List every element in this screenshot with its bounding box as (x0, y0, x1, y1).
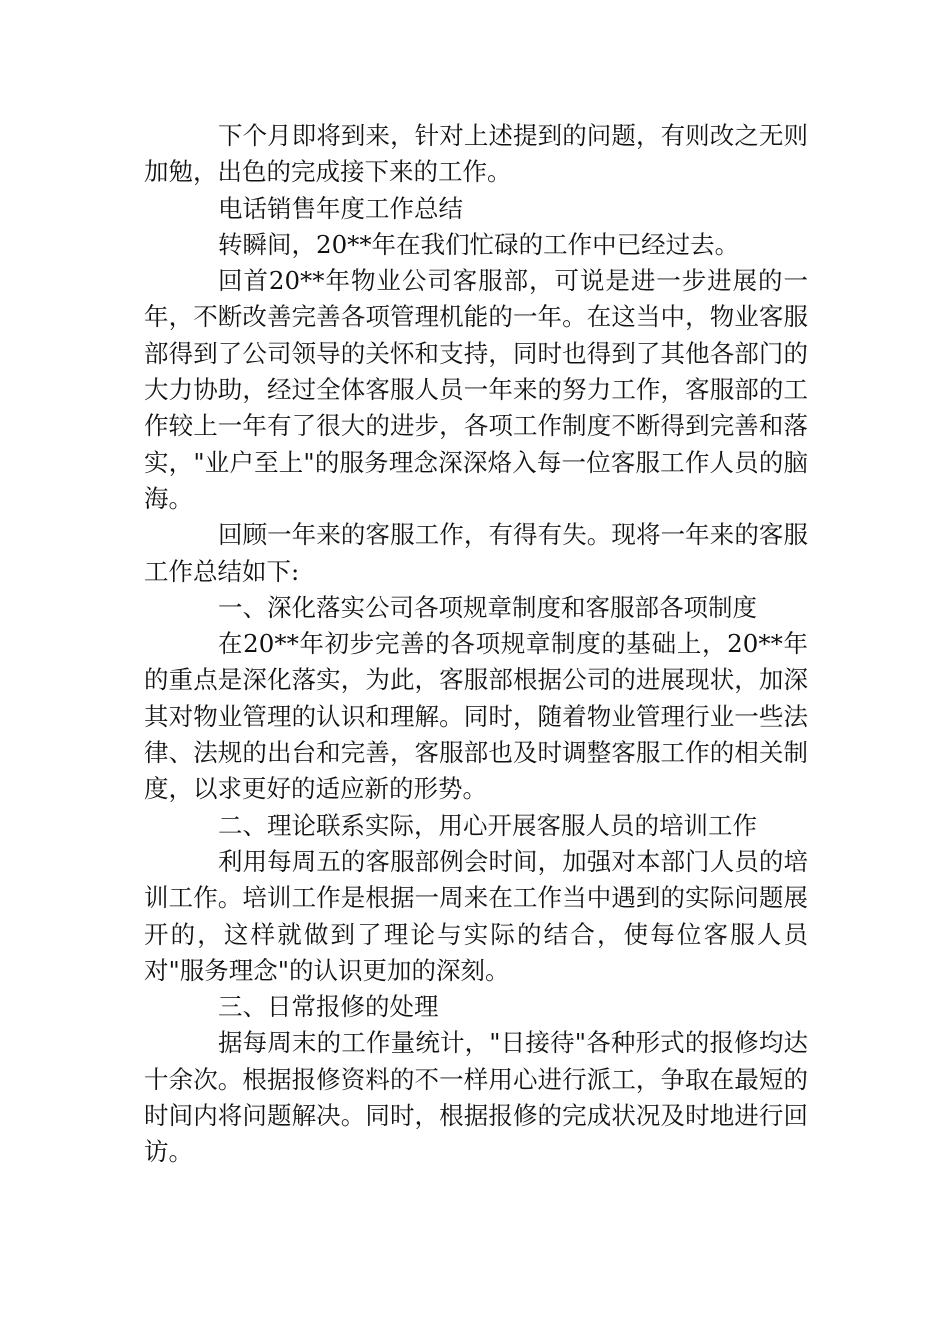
paragraph-item-2: 利用每周五的客服部例会时间，加强对本部门人员的培训工作。培训工作是根据一周来在工作当中遇到的实际问题展开的，这样就做到了理论与实际的结合，使每位客服人员对"服务理念"的认识更加的深刻。 (144, 846, 808, 985)
paragraph-intro: 转瞬间，20**年在我们忙碌的工作中已经过去。 (218, 229, 740, 259)
paragraph-item-1: 在20**年初步完善的各项规章制度的基础上，20**年的重点是深化落实，为此，客服部根据公司的进展现状，加深其对物业管理的认识和理解。同时，随着物业管理行业一些法律、法规的出台和完善，客服部也及时调整客服工作的相关制度，以求更好的适应新的形势。 (144, 629, 808, 804)
heading-item-1: 一、深化落实公司各项规章制度和客服部各项制度 (218, 592, 757, 622)
paragraph-item-3: 据每周末的工作量统计，"日接待"各种形式的报修均达十余次。根据报修资料的不一样用心进行派工，争取在最短的时间内将问题解决。同时，根据报修的完成状况及时地进行回访。 (144, 1028, 808, 1167)
heading-item-2: 二、理论联系实际，用心开展客服人员的培训工作 (218, 810, 757, 840)
paragraph-summary-lead: 回顾一年来的客服工作，有得有失。现将一年来的客服工作总结如下: (144, 520, 808, 586)
paragraph-review: 回首20**年物业公司客服部，可说是进一步进展的一年，不断改善完善各项管理机能的一年。在这当中，物业客服部得到了公司领导的关怀和支持，同时也得到了其他各部门的大力协助，经过全体客服人员一年来的努力工作，客服部的工作较上一年有了很大的进步，各项工作制度不断得到完善和落实，"业户至上"的服务理念深深烙入每一位客服工作人员的脑海。 (144, 266, 808, 513)
section-title-phone-sales-summary: 电话销售年度工作总结 (218, 193, 463, 223)
document-body (144, 118, 808, 1171)
heading-item-3: 三、日常报修的处理 (218, 992, 439, 1022)
paragraph-closing-previous: 下个月即将到来，针对上述提到的问题，有则改之无则加勉，出色的完成接下来的工作。 (144, 121, 808, 187)
